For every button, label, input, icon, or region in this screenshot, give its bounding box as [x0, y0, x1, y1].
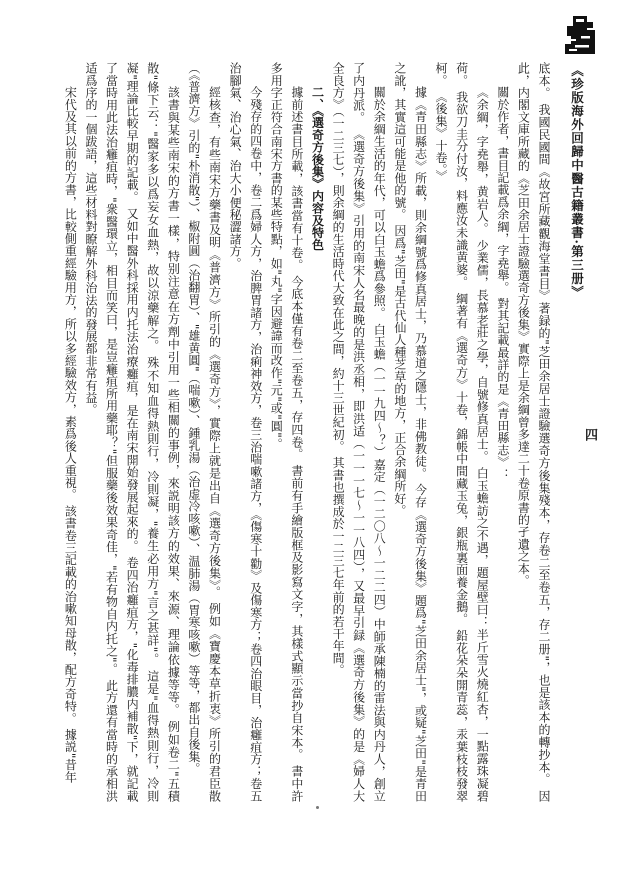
- series-title: 《珍版海外回歸中醫古籍叢書·第三册》: [569, 64, 585, 299]
- paragraph: 據《青田縣志》所載，則余綱號爲修真居士，乃慕道之隱士，非佛教徒。 今存《選奇方後集》題爲"芝田余居士"，或疑"芝田"是青田之訛，其實這可能是他的號。 因爲"芝田"是古代仙人種芝草的地方，正合余綱所好。: [392, 62, 428, 802]
- paragraph: 底本。 我國民國間《故宮所藏觀海堂書目》著録的"芝田余居士證驗選奇方後集殘本，存卷二至卷五，存二册"，也是該本的轉抄本。 因此，内閣文庫所藏的《芝田余居士證驗選奇方後集》實際上是余綱曾多達二十卷原書的孑遺之本。: [516, 62, 551, 802]
- paragraph: 關於作者，書目記載爲余綱，字堯舉。 對其記載最詳的是《青田縣志》：: [495, 86, 510, 481]
- seal-logo-icon: [563, 14, 597, 56]
- body-text: [38, 62, 554, 802]
- paragraph: 經核查，有些南宋方藥書及明《普濟方》所引的《選奇方》，實際上就是出自《選奇方後集》。 例如《寶慶本草折衷》所引的君臣散（《普濟方》引的"朴消散"）、椒附圓（治翻胃）、"雄黄圓"（喘嗽）、鍾乳湯（治虚冷咳嗽）、温肺湯（胃寒咳嗽）等等，都出自後集。: [186, 62, 222, 802]
- page-number: 四: [582, 428, 597, 441]
- footer-dot: [316, 806, 319, 809]
- section-heading: 二、《選奇方後集》内容及特色: [310, 86, 325, 251]
- quoted-paragraph: 《余綱，字堯舉，黄岩人。 少業儒，長慕老莊之學，自號修真居士。 白玉蟾訪之不遇，題屋壁曰：半斤雪火燒紅杏，一點露珠凝碧荷。 我欲刀圭分付汝，料應汝未識黄婆。 綱著有《選奇方》十卷，錦帳中間藏玉兔，銀瓶裏面養金鵝。 鉛花朵朵開青蕊，汞葉枝枝發翠柯。 《後集》十卷。》: [434, 62, 490, 802]
- paragraph: 宋代及其以前的方書，比較側重經驗用方，所以多經驗效方，素爲後人重視。 該書卷三記載的治嗽知母散，配方奇特。 據説"昔年: [63, 86, 78, 783]
- paragraph: 今殘存的四卷中，卷二爲婦人方，治脾胃諸方，治痢神效方，卷三治喘嗽諸方，《傷寒十勸》及傷寒方；卷四治眼目，治癰疽方；卷五治腳氣、治心氣、治大小便秘澀諸方。: [228, 62, 263, 802]
- paragraph: 據前述書目所載，該書當有十卷。 今底本僅有卷二至卷五，存四卷。 書前有手繪版框及影寫文字，其樣式顯示當抄自宋本。 書中許多用字正符合南宋方書的某些特點，如"丸"字因避諱而改作"元"或"圓"。: [269, 62, 304, 802]
- paragraph: 關於余綱生活的年代，可以白玉蟾爲參照。 白玉蟾（一一九四～？）嘉定（一二〇八～一二二四）中師承陳楠的雷法與内丹人，創立了内丹派。 《選奇方後集》引用的南宋人名最晚的是洪丞相，即洪适（一一一七～一一八四），又最早引録《選奇方後集》的是《婦人大全良方》（一二三七），則余綱的生活時代大致在此之間，約十三世紀初。 其書也撰成於一二三七年前的若干年間。: [331, 62, 387, 802]
- paragraph: 該書與某些南宋的方書一樣，特别注意在方劑中引用一些相關的事例，來説明該方的效果、來源、理論依據等等。 例如卷二"五積散"條下云："醫家多以爲妄女血熱，故以涼藥解之。 殊不知血得熱則行，冷則凝，"養生必用方"言之甚詳"。 這是"血得熱則行，冷則凝"理論比較早期的記載。 又如中醫外科採用内托法治療癰疽，是在南宋開始發展起來的。 卷四治癰疽方，"化毒排膿内補散"下，就記載了當時用此法治癰疽時，"衆醫環立，相目而笑曰，是豈癰疽所用藥耶？"但服藥後效果奇佳，"若有物自内托之"。 此方還有當時的承相洪适爲序的一個跋語，這些材料對瞭解外科治法的發展都非常有益。: [83, 62, 181, 802]
